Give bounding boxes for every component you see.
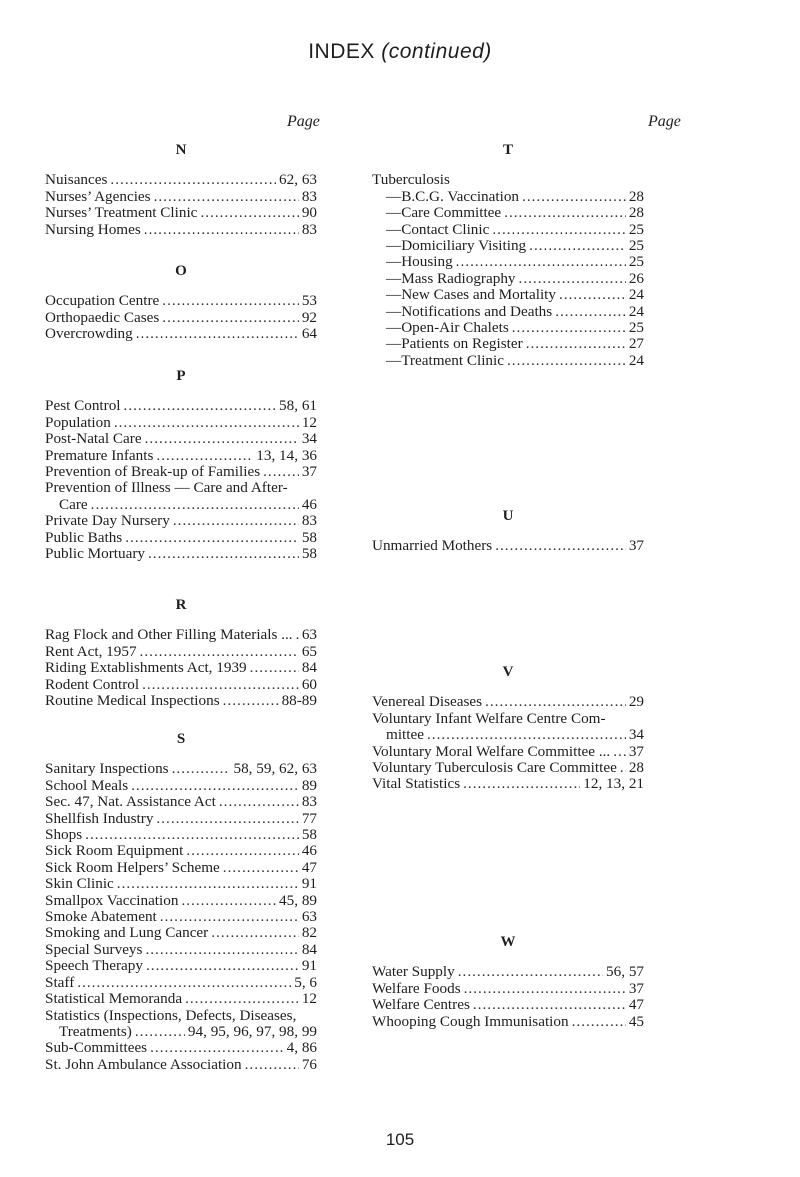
index-entry — [372, 981, 644, 997]
index-entry-text: Public Baths — [45, 528, 123, 546]
index-entry-text: Water Supply — [372, 963, 455, 981]
leader-dots — [485, 694, 626, 710]
index-entry-text: —Treatment Clinic — [386, 351, 504, 369]
index-entry — [45, 189, 317, 205]
leader-dots — [145, 942, 298, 958]
index-entry-continuation: Treatments) — [59, 1022, 132, 1040]
index-entry — [372, 1014, 644, 1030]
index-entry-text: Nurses’ Agencies — [45, 187, 151, 205]
index-entry — [45, 293, 317, 309]
index-entry — [372, 964, 644, 980]
index-entry-text: Occupation Centre — [45, 292, 160, 310]
index-entry — [45, 222, 317, 238]
index-entry-page: 84 — [301, 940, 317, 958]
index-entry — [372, 222, 644, 238]
index-entry — [372, 760, 644, 776]
index-entry-page: 45 — [628, 1012, 644, 1030]
index-entry-page: 92 — [301, 308, 317, 326]
index-entry — [45, 991, 317, 1007]
index-entry — [372, 694, 644, 710]
leader-dots — [250, 660, 299, 676]
index-entry — [372, 189, 644, 205]
leader-dots — [173, 513, 299, 529]
index-entry — [45, 415, 317, 431]
index-entry-page: 90 — [301, 204, 317, 222]
index-entry — [45, 627, 317, 643]
leader-dots — [507, 353, 626, 369]
index-entry-text: Overcrowding — [45, 325, 133, 343]
index-entry-page: 12 — [301, 413, 317, 431]
index-entry-page: 88-89 — [281, 692, 317, 710]
leader-dots — [154, 189, 299, 205]
index-entry-text: Statistical Memoranda — [45, 990, 183, 1008]
index-entry — [45, 811, 317, 827]
leader-dots — [135, 1024, 185, 1040]
index-entry-page: 28 — [628, 187, 644, 205]
leader-dots — [156, 448, 253, 464]
index-entry-page: 58, 61 — [279, 397, 317, 415]
index-entry-text: St. John Ambulance Association — [45, 1055, 242, 1073]
index-entry-page: 12 — [301, 990, 317, 1008]
index-entry — [45, 660, 317, 676]
leader-dots — [91, 497, 299, 513]
leader-dots — [463, 776, 580, 792]
index-entry-page: 53 — [301, 292, 317, 310]
index-entry-text: Speech Therapy — [45, 957, 143, 975]
leader-dots — [219, 794, 299, 810]
leader-dots — [114, 415, 299, 431]
section-n — [45, 142, 317, 238]
index-entry-text: Rag Flock and Other Filling Materials ... — [45, 626, 293, 644]
index-entry — [372, 320, 644, 336]
index-entry-page: 58, 59, 62, 63 — [233, 760, 317, 778]
leader-dots — [559, 287, 626, 303]
index-entry-text: Voluntary Infant Welfare Centre Com- — [372, 709, 606, 727]
leader-dots — [124, 398, 277, 414]
index-entry — [45, 794, 317, 810]
leader-dots — [427, 727, 626, 743]
leader-dots — [156, 811, 298, 827]
leader-dots — [110, 172, 276, 188]
leader-dots — [162, 293, 299, 309]
leader-dots — [456, 254, 626, 270]
page-title — [0, 40, 800, 64]
section-o — [45, 263, 317, 343]
section-letter: R — [175, 597, 187, 613]
leader-dots — [572, 1014, 626, 1030]
leader-dots — [181, 893, 276, 909]
index-entry — [45, 860, 317, 876]
index-entry-text: —B.C.G. Vaccination — [386, 187, 520, 205]
section-t — [372, 142, 644, 369]
index-entry-page: 82 — [301, 924, 317, 942]
leader-dots — [140, 644, 299, 660]
index-entry — [45, 205, 317, 221]
index-entry — [45, 513, 317, 529]
index-entry-page: 56, 57 — [606, 963, 644, 981]
index-entry-text: —Open-Air Chalets — [386, 319, 509, 337]
leader-dots — [620, 760, 626, 776]
index-entry — [372, 727, 644, 743]
index-entry — [45, 448, 317, 464]
leader-dots — [77, 975, 291, 991]
leader-dots — [522, 189, 626, 205]
index-entry-text: Nursing Homes — [45, 220, 141, 238]
index-entry-page: 58 — [301, 826, 317, 844]
index-entry — [45, 893, 317, 909]
section-p — [45, 368, 317, 562]
index-entry-text: Shellfish Industry — [45, 809, 154, 827]
leader-dots — [150, 1040, 284, 1056]
index-entry — [372, 254, 644, 270]
index-entry-text: —Housing — [386, 253, 453, 271]
leader-dots — [555, 304, 626, 320]
index-entry-text: Smallpox Vaccination — [45, 891, 179, 909]
index-entry-text: Prevention of Illness — Care and After- — [45, 479, 288, 497]
index-entry — [45, 677, 317, 693]
index-entry — [45, 693, 317, 709]
index-entry-page: 29 — [628, 693, 644, 711]
leader-dots — [223, 860, 299, 876]
index-entry-page: 46 — [301, 842, 317, 860]
index-entry-page: 25 — [628, 253, 644, 271]
index-entry-text: Sec. 47, Nat. Assistance Act — [45, 793, 216, 811]
leader-dots — [519, 271, 626, 287]
leader-dots — [125, 530, 299, 546]
leader-dots — [245, 1057, 299, 1073]
index-entry-page: 25 — [628, 319, 644, 337]
index-entry-text: Voluntary Moral Welfare Committee ... — [372, 742, 611, 760]
index-entry — [45, 398, 317, 414]
index-entry-text: Special Surveys — [45, 940, 143, 958]
title-text: INDEX — [308, 40, 375, 63]
leader-dots — [136, 326, 299, 342]
section-s — [45, 731, 317, 1073]
index-entry — [372, 538, 644, 554]
index-entry-text: —New Cases and Mortality — [386, 286, 556, 304]
index-entry-text: Venereal Diseases — [372, 693, 483, 711]
section-u — [372, 508, 644, 555]
leader-dots — [185, 991, 299, 1007]
leader-dots — [162, 310, 299, 326]
leader-dots — [458, 964, 603, 980]
index-entry — [45, 843, 317, 859]
leader-dots — [142, 677, 299, 693]
index-entry-text: Riding Extablishments Act, 1939 — [45, 659, 247, 677]
index-entry — [45, 958, 317, 974]
index-entry-text: Welfare Centres — [372, 996, 470, 1014]
index-entry-text: Orthopaedic Cases — [45, 308, 160, 326]
index-entry-page: 63 — [301, 626, 317, 644]
index-entry — [372, 744, 644, 760]
index-entry-page: 12, 13, 21 — [583, 775, 644, 793]
index-entry-page: 47 — [301, 858, 317, 876]
index-entry-page: 77 — [301, 809, 317, 827]
index-entry-page: 83 — [301, 220, 317, 238]
page-column-label-right: Page — [648, 113, 681, 130]
index-heading: Tuberculosis — [372, 171, 450, 189]
section-letter: O — [175, 263, 187, 279]
leader-dots — [172, 761, 231, 777]
index-entry-page: 5, 6 — [294, 973, 317, 991]
leader-dots — [296, 627, 299, 643]
index-entry-text: School Meals — [45, 776, 129, 794]
index-entry-text: Premature Infants — [45, 446, 154, 464]
index-entry-page: 63 — [301, 908, 317, 926]
index-entry-text: Whooping Cough Immunisation — [372, 1012, 569, 1030]
leader-dots — [146, 958, 299, 974]
leader-dots — [200, 205, 298, 221]
section-letter: S — [176, 731, 186, 747]
index-entry — [45, 909, 317, 925]
index-entry — [372, 304, 644, 320]
index-entry-text: Prevention of Break-up of Families — [45, 463, 261, 481]
section-letter: N — [175, 142, 187, 158]
leader-dots — [117, 876, 299, 892]
index-entry-page: 76 — [301, 1055, 317, 1073]
leader-dots — [223, 693, 279, 709]
index-entry-page: 37 — [628, 742, 644, 760]
index-entry — [372, 287, 644, 303]
index-entry-page: 91 — [301, 875, 317, 893]
leader-dots — [148, 546, 299, 562]
index-entry-page: 60 — [301, 675, 317, 693]
index-entry-page: 64 — [301, 325, 317, 343]
index-entry-text: Public Mortuary — [45, 545, 145, 563]
index-entry-page: 58 — [301, 528, 317, 546]
index-entry-page: 65 — [301, 642, 317, 660]
index-entry-text: Nurses’ Treatment Clinic — [45, 204, 198, 222]
index-entry-page: 26 — [628, 269, 644, 287]
index-entry — [45, 1057, 317, 1073]
section-r — [45, 597, 317, 709]
index-entry-page: 37 — [628, 537, 644, 555]
index-entry-text: —Care Committee — [386, 204, 502, 222]
index-entry-text: Private Day Nursery — [45, 512, 170, 530]
leader-dots — [512, 320, 626, 336]
leader-dots — [526, 336, 626, 352]
index-entry-text: Population — [45, 413, 111, 431]
leader-dots — [160, 909, 299, 925]
index-entry — [45, 310, 317, 326]
index-entry-page: 25 — [628, 237, 644, 255]
index-entry-text: Staff — [45, 973, 75, 991]
index-entry-text: Pest Control — [45, 397, 121, 415]
index-entry — [372, 238, 644, 254]
leader-dots — [464, 981, 626, 997]
section-letter: T — [502, 142, 513, 158]
index-entry-page: 47 — [628, 996, 644, 1014]
index-entry-text: Rodent Control — [45, 675, 140, 693]
section-letter: U — [502, 508, 514, 524]
leader-dots — [613, 744, 626, 760]
leader-dots — [145, 431, 299, 447]
index-entry-page: 84 — [301, 659, 317, 677]
index-entry-text: Nuisances — [45, 171, 108, 189]
index-entry-page: 83 — [301, 793, 317, 811]
index-entry-page: 37 — [301, 463, 317, 481]
index-entry — [372, 776, 644, 792]
index-entry — [45, 925, 317, 941]
title-suffix: (continued) — [381, 40, 492, 63]
index-entry — [372, 205, 644, 221]
index-entry-text: —Patients on Register — [386, 335, 523, 353]
index-entry — [45, 876, 317, 892]
index-entry — [45, 827, 317, 843]
index-entry — [45, 431, 317, 447]
index-entry-page: 24 — [628, 286, 644, 304]
leader-dots — [211, 925, 299, 941]
index-entry-text: Statistics (Inspections, Defects, Diseases, — [45, 1006, 297, 1024]
index-entry — [45, 172, 317, 188]
index-entry — [372, 353, 644, 369]
index-entry-page: 83 — [301, 187, 317, 205]
leader-dots — [186, 843, 298, 859]
index-entry-page: 24 — [628, 302, 644, 320]
leader-dots — [473, 997, 626, 1013]
index-entry-text: —Domiciliary Visiting — [386, 237, 527, 255]
index-entry-page: 46 — [301, 495, 317, 513]
index-entry-text: Rent Act, 1957 — [45, 642, 137, 660]
index-entry — [45, 644, 317, 660]
index-entry-page: 91 — [301, 957, 317, 975]
index-entry-text: Sick Room Helpers’ Scheme — [45, 858, 220, 876]
index-entry-page: 25 — [628, 220, 644, 238]
index-entry-page: 89 — [301, 776, 317, 794]
index-entry-text: —Mass Radiography — [386, 269, 516, 287]
leader-dots — [263, 464, 299, 480]
leader-dots — [85, 827, 299, 843]
index-entry-page: 28 — [628, 759, 644, 777]
index-entry-text: Skin Clinic — [45, 875, 114, 893]
index-entry-text: —Contact Clinic — [386, 220, 490, 238]
index-entry-text: Smoke Abatement — [45, 908, 157, 926]
index-entry — [45, 975, 317, 991]
index-entry-text: Sick Room Equipment — [45, 842, 184, 860]
index-entry — [45, 546, 317, 562]
index-entry-text: Shops — [45, 826, 83, 844]
index-entry-continuation: mittee — [386, 726, 424, 744]
index-entry — [45, 1040, 317, 1056]
leader-dots — [144, 222, 299, 238]
leader-dots — [131, 778, 299, 794]
index-entry-continuation: Care — [59, 495, 88, 513]
index-entry-page: 28 — [628, 204, 644, 222]
index-entry-text: Vital Statistics — [372, 775, 461, 793]
index-entry — [45, 942, 317, 958]
index-entry-page: 34 — [628, 726, 644, 744]
section-letter: P — [176, 368, 186, 384]
index-entry-page: 4, 86 — [286, 1039, 317, 1057]
index-entry-page: 37 — [628, 979, 644, 997]
index-entry-text: Post-Natal Care — [45, 430, 142, 448]
index-entry — [45, 464, 317, 480]
index-entry-page: 27 — [628, 335, 644, 353]
index-entry-text: Routine Medical Inspections — [45, 692, 220, 710]
index-entry-page: 94, 95, 96, 97, 98, 99 — [187, 1022, 317, 1040]
leader-dots — [504, 205, 626, 221]
index-entry — [45, 1024, 317, 1040]
index-entry-text: Sub-Committees — [45, 1039, 148, 1057]
index-entry — [45, 497, 317, 513]
index-entry-text: Voluntary Tuberculosis Care Committee — [372, 759, 617, 777]
index-entry-text: Welfare Foods — [372, 979, 461, 997]
index-entry — [45, 530, 317, 546]
leader-dots — [495, 538, 626, 554]
index-entry-page: 24 — [628, 351, 644, 369]
index-entry-text: Unmarried Mothers — [372, 537, 493, 555]
index-entry-page: 45, 89 — [279, 891, 317, 909]
section-v — [372, 664, 644, 793]
index-entry-text: —Notifications and Deaths — [386, 302, 553, 320]
index-entry-page: 58 — [301, 545, 317, 563]
section-letter: W — [500, 934, 516, 950]
index-entry — [372, 336, 644, 352]
leader-dots — [492, 222, 625, 238]
index-entry — [45, 778, 317, 794]
index-entry — [45, 761, 317, 777]
leader-dots — [529, 238, 626, 254]
page-column-label-left: Page — [287, 113, 320, 130]
index-entry — [372, 271, 644, 287]
section-letter: V — [502, 664, 514, 680]
section-w — [372, 934, 644, 1030]
index-entry — [45, 326, 317, 342]
index-entry-page: 62, 63 — [279, 171, 317, 189]
index-entry — [372, 997, 644, 1013]
index-entry-text: Sanitary Inspections — [45, 760, 169, 778]
index-entry-page: 34 — [301, 430, 317, 448]
index-entry-page: 83 — [301, 512, 317, 530]
page-number: 105 — [385, 1130, 415, 1149]
index-entry-text: Smoking and Lung Cancer — [45, 924, 209, 942]
index-entry-page: 13, 14, 36 — [256, 446, 317, 464]
